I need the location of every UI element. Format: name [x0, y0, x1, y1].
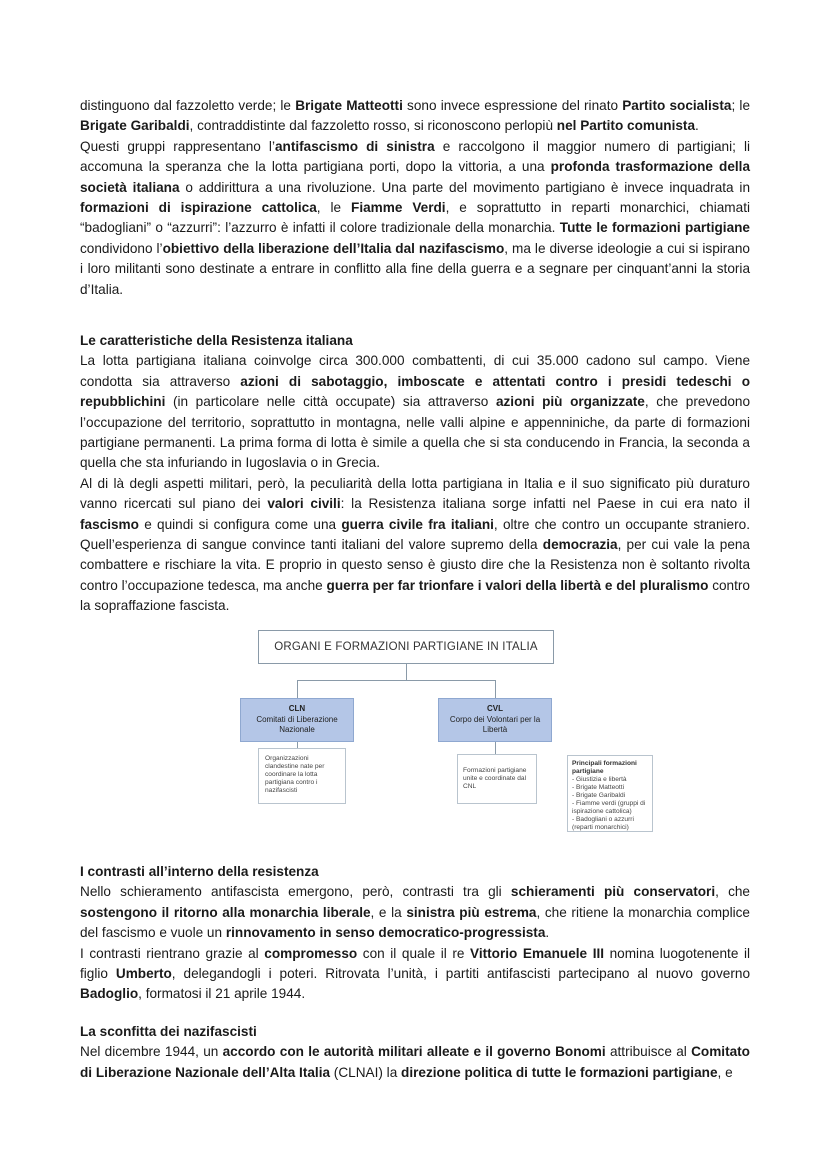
bold-run: antifascismo di sinistra	[274, 138, 435, 154]
bold-run: democrazia	[542, 537, 618, 553]
text-run: sono invece espressione del rinato	[402, 98, 623, 113]
bold-run: azioni più organizzate	[495, 394, 645, 410]
principal-item: - Badogliani o azzurri (reparti monarchici)	[572, 816, 634, 831]
bold-run: guerra civile fra italiani	[341, 516, 494, 532]
bold-run: Umberto	[115, 966, 172, 982]
text-run: contro la sopraffazione fascista.	[80, 577, 750, 614]
principal-item: - Brigate Garibaldi	[572, 792, 626, 799]
principal-formations-box	[567, 755, 653, 832]
text-run: , che prevedono l’occupazione del territorio, soprattutto in montagna, nelle valli alpine e appenniniche, da parte di formazioni partigiane permanenti. La prima forma di lotta è simile a quella che si sta conducendo in Francia, la seconda a quella che sta infuriando in Iugoslavia o in Grecia.	[80, 394, 751, 471]
section-characteristics	[80, 331, 750, 617]
text-run: , per cui vale la pena combattere e rischiare la vita. E proprio in questo senso è giusto dire che la Resistenza non è soltanto rivolta contro l’occupazione tedesca, ma anche	[80, 537, 750, 593]
paragraph	[80, 474, 750, 617]
text-run: e raccolgono il maggior numero di partigiani; li accomuna la speranza che la lotta partigiana porti, dopo la vittoria, a una	[80, 138, 750, 175]
organization-diagram	[238, 626, 658, 834]
text-run: (CLNAI) la	[330, 1064, 402, 1080]
paragraph	[80, 944, 750, 1005]
text-run: (in particolare nelle città occupate) sia attraverso	[165, 394, 496, 410]
principal-formations-heading: Principali formazioni partigiane	[572, 760, 637, 775]
cvl-abbr: CVL	[487, 704, 503, 714]
bold-run: Tutte le formazioni partigiane	[559, 220, 750, 236]
text-block-brigades	[80, 96, 750, 300]
text-run: , formatosi il 21 aprile 1944.	[138, 986, 306, 1002]
section-heading: I contrasti all’interno della resistenza	[80, 864, 319, 879]
bold-run: Comitato di Liberazione Nazionale dell’Alta Italia	[80, 1044, 750, 1080]
text-run: , ma le diverse ideologie a cui si ispirano i loro militanti sono destinate a entrare in conflitto alla fine della guerra e a segnare per cinquant’anni la storia d’Italia.	[80, 240, 750, 297]
bold-run: Partito socialista	[622, 98, 732, 113]
text-run: , che	[715, 884, 750, 900]
paragraph	[80, 882, 750, 943]
bold-run: Fiamme Verdi	[351, 200, 446, 216]
text-run: .	[695, 118, 699, 134]
text-run: , le	[316, 200, 352, 216]
bold-run: accordo con le autorità militari alleate e il governo Bonomi	[222, 1044, 606, 1060]
bold-run: valori civili	[267, 496, 341, 512]
text-run: attribuisce al	[605, 1044, 692, 1060]
bold-run: Vittorio Emanuele III	[470, 945, 605, 961]
bold-run: sostengono il ritorno alla monarchia liberale	[80, 904, 371, 920]
text-run: , che ritiene la monarchia complice del fascismo e vuole un	[80, 904, 750, 941]
text-run: condividono l’	[80, 240, 163, 256]
text-run: , e soprattutto in reparti monarchici, chiamati “badogliani” o “azzurri”: l’azzurro è infatti il colore tradizionale della monarchia.	[80, 200, 750, 236]
cln-name: Comitati di Liberazione Nazionale	[256, 714, 338, 735]
paragraph	[80, 1042, 750, 1083]
bold-run: schieramenti più conservatori	[510, 884, 716, 900]
bold-run: rinnovamento in senso democratico-progressista	[225, 925, 546, 941]
section-defeat	[80, 1022, 750, 1083]
text-run: .	[545, 925, 550, 941]
bold-run: Brigate Garibaldi	[80, 118, 190, 134]
principal-item: - Fiamme verdi (gruppi di ispirazione cattolica)	[572, 800, 646, 815]
bold-run: obiettivo della liberazione dell’Italia dal nazifascismo	[162, 240, 505, 256]
text-run: , oltre che contro un occupante straniero. Quell’esperienza di sangue convince tanti italiani del valore supremo della	[80, 516, 750, 553]
section-heading: La sconfitta dei nazifascisti	[80, 1024, 257, 1039]
text-run: , delegandogli i poteri. Ritrovata l’unità, i partiti antifascisti partecipano al nuovo governo	[171, 966, 750, 982]
bold-run: direzione politica di tutte le formazioni partigiane	[401, 1064, 718, 1080]
connector-line	[495, 742, 496, 754]
bold-run: fascismo	[80, 516, 139, 532]
cvl-box	[438, 698, 552, 742]
paragraph	[80, 96, 750, 137]
text-run: , e la	[370, 904, 407, 920]
cvl-name: Corpo dei Volontari per la Libertà	[449, 714, 541, 735]
text-run: La lotta partigiana italiana coinvolge circa 300.000 combattenti, di cui 35.000 cadono sul campo. Viene condotta sia attraverso	[80, 353, 750, 389]
text-run: ; le	[731, 98, 751, 113]
principal-item: - Giustizia e libertà	[572, 776, 627, 783]
diagram-title: ORGANI E FORMAZIONI PARTIGIANE IN ITALIA	[258, 630, 554, 664]
text-run: con il quale il re	[357, 945, 470, 961]
bold-run: azioni di sabotaggio, imboscate e attentati contro i presidi tedeschi o repubblichini	[80, 373, 750, 410]
bold-run: guerra per far trionfare i valori della libertà e del pluralismo	[326, 577, 709, 593]
bold-run: Badoglio	[80, 986, 139, 1002]
cln-description: Organizzazioni clandestine nate per coordinare la lotta partigiana contro i nazifascisti	[258, 748, 346, 804]
text-run: Al di là degli aspetti militari, però, la peculiarità della lotta partigiana in Italia e il suo significato più duraturo vanno ricercati sul piano dei	[80, 475, 750, 512]
text-run: o addirittura a una rivoluzione. Una parte del movimento partigiano è invece inquadrata in	[179, 179, 750, 195]
text-run: nomina luogotenente il figlio	[80, 945, 750, 982]
bold-run: Brigate Matteotti	[295, 98, 403, 113]
cvl-description: Formazioni partigiane unite e coordinate dal CNL	[457, 754, 537, 804]
connector-line	[495, 680, 496, 698]
paragraph	[80, 351, 750, 473]
bold-run: nel Partito comunista	[556, 118, 696, 134]
text-run: I contrasti rientrano grazie al	[80, 945, 265, 961]
text-run: Nello schieramento antifascista emergono, però, contrasti tra gli	[80, 884, 511, 900]
text-run: Nel dicembre 1944, un	[80, 1044, 223, 1060]
section-contrasts	[80, 862, 750, 1005]
text-run: e quindi si configura come una	[138, 516, 342, 532]
text-run: , e	[717, 1064, 733, 1080]
text-run: , contraddistinte dal fazzoletto rosso, si riconoscono perlopiù	[189, 118, 557, 134]
section-heading: Le caratteristiche della Resistenza italiana	[80, 333, 353, 348]
text-run: distinguono dal fazzoletto verde; le	[80, 98, 296, 113]
principal-item: - Brigate Matteotti	[572, 784, 625, 791]
connector-line	[297, 680, 496, 681]
bold-run: profonda trasformazione della società italiana	[80, 159, 751, 195]
paragraph	[80, 137, 750, 300]
text-run: : la Resistenza italiana sorge infatti nel Paese in cui era nato il	[340, 496, 750, 512]
bold-run: compromesso	[264, 945, 358, 961]
bold-run: formazioni di ispirazione cattolica	[80, 200, 317, 216]
connector-line	[406, 664, 407, 680]
connector-line	[297, 680, 298, 698]
cln-abbr: CLN	[288, 704, 306, 714]
bold-run: sinistra più estrema	[406, 904, 537, 920]
text-run: Questi gruppi rappresentano l’	[80, 138, 275, 154]
cln-box	[240, 698, 354, 742]
